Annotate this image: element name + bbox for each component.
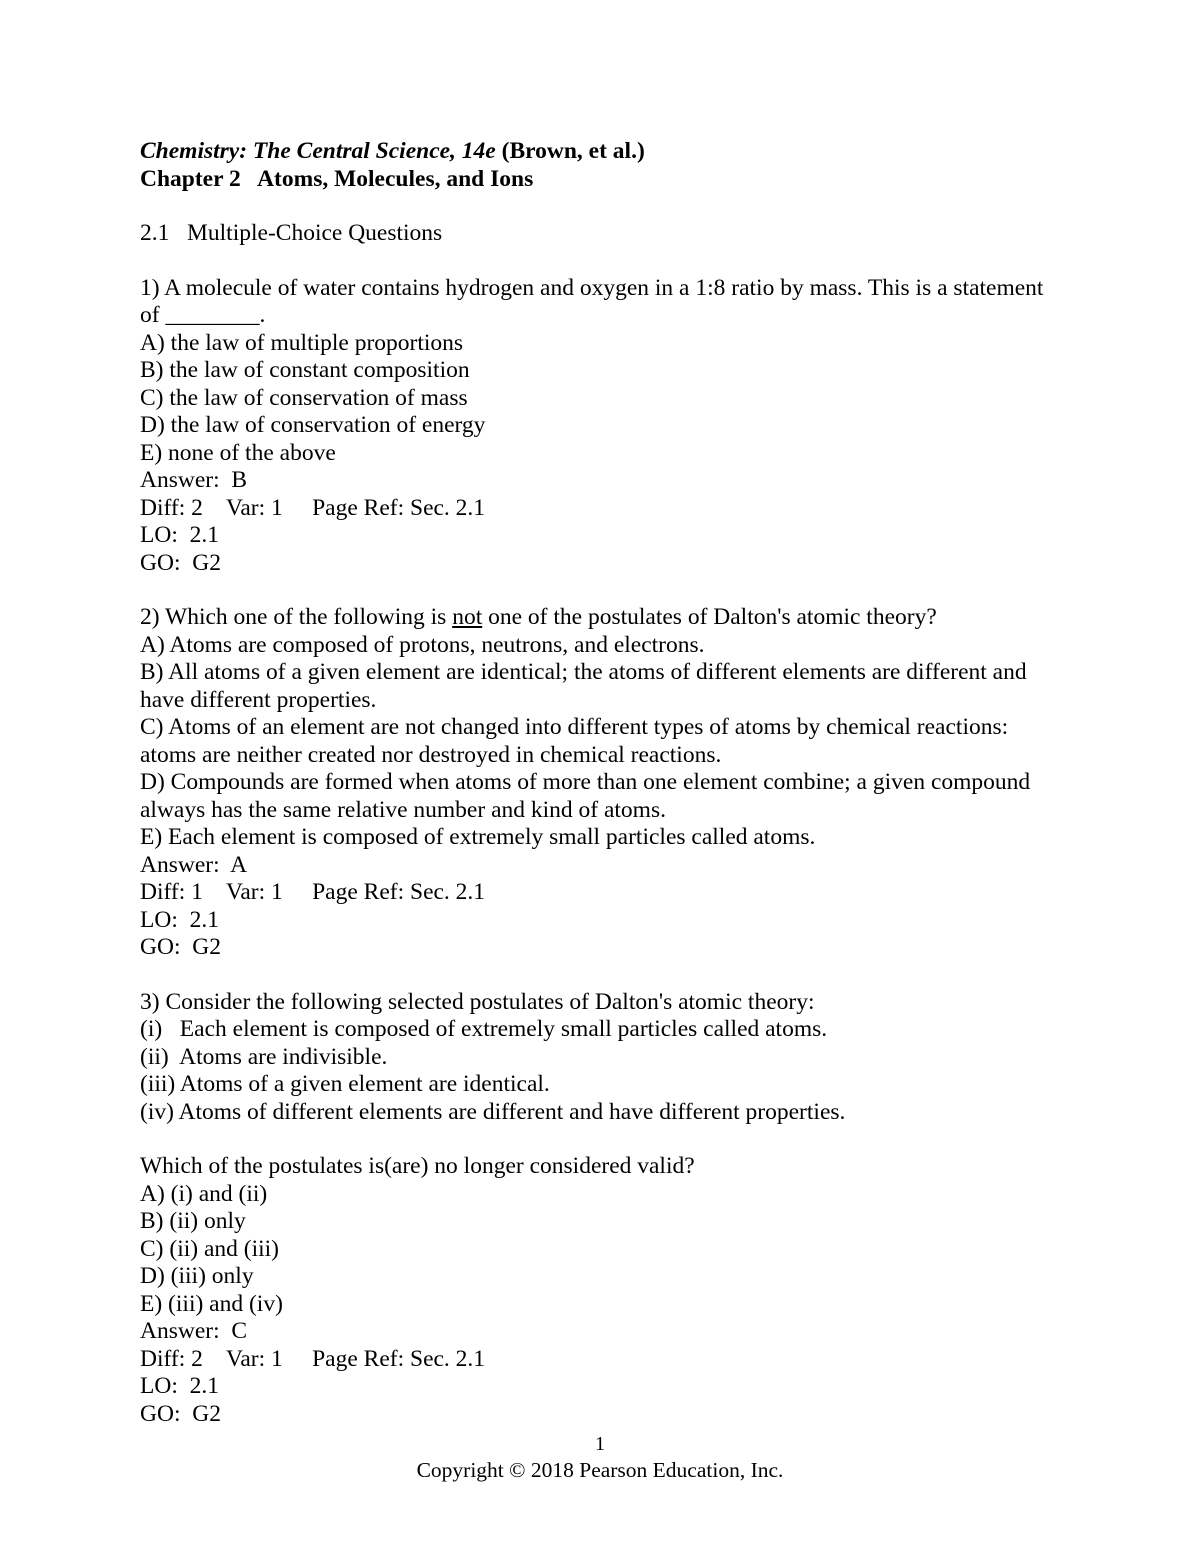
question-3-postulate-i: (i) Each element is composed of extremely small particles called atoms. <box>140 1016 828 1042</box>
question-2-stem-underlined: not <box>452 604 483 630</box>
question-2-meta: Diff: 1 Var: 1 Page Ref: Sec. 2.1 <box>140 879 486 905</box>
page-content <box>140 138 1060 1428</box>
question-3-go: GO: G2 <box>140 1400 221 1427</box>
copyright-notice: Copyright © 2018 Pearson Education, Inc. <box>416 1458 784 1482</box>
book-authors: (Brown, et al.) <box>501 138 645 164</box>
question-3-lo: LO: 2.1 <box>140 1373 219 1399</box>
question-3-answer: Answer: C <box>140 1318 248 1344</box>
chapter-heading: Chapter 2 Atoms, Molecules, and Ions <box>140 165 534 192</box>
question-1-meta: Diff: 2 Var: 1 Page Ref: Sec. 2.1 <box>140 494 486 521</box>
question-1 <box>140 275 1060 578</box>
question-1-answer: Answer: B <box>140 467 248 493</box>
question-3-stem: 3) Consider the following selected postulates of Dalton's atomic theory: <box>140 988 815 1015</box>
spacer-2 <box>140 248 1060 275</box>
question-2-go: GO: G2 <box>140 934 221 960</box>
question-2 <box>140 604 1060 962</box>
question-2-choice-d: D) Compounds are formed when atoms of more than one element combine; a given compound always has the same relative number and kind of atoms. <box>140 769 1031 823</box>
question-1-choice-d: D) the law of conservation of energy <box>140 412 486 438</box>
question-2-stem-post: one of the postulates of Dalton's atomic theory? <box>482 604 937 630</box>
question-3-choice-b: B) (ii) only <box>140 1208 246 1234</box>
question-2-choice-a: A) Atoms are composed of protons, neutrons, and electrons. <box>140 631 705 658</box>
book-title: Chemistry: The Central Science, 14e <box>140 138 496 164</box>
spacer-1 <box>140 193 1060 220</box>
question-2-choice-b: B) All atoms of a given element are identical; the atoms of different elements are different and have different properties. <box>140 659 1027 713</box>
question-3-choice-e: E) (iii) and (iv) <box>140 1290 283 1317</box>
spacer-5 <box>140 1126 1060 1153</box>
spacer-3 <box>140 577 1060 604</box>
question-3-postulate-ii: (ii) Atoms are indivisible. <box>140 1043 388 1070</box>
question-2-stem <box>140 604 1060 632</box>
question-3-sub-question: Which of the postulates is(are) no longer considered valid? <box>140 1153 695 1179</box>
question-2-stem-pre: 2) Which one of the following is <box>140 604 453 630</box>
question-1-stem-line-2: of ________. <box>140 302 266 328</box>
question-1-choice-a: A) the law of multiple proportions <box>140 329 464 356</box>
section-heading: 2.1 Multiple-Choice Questions <box>140 220 443 246</box>
question-1-go: GO: G2 <box>140 549 221 576</box>
page-number: 1 <box>595 1433 605 1455</box>
question-2-lo: LO: 2.1 <box>140 906 219 933</box>
question-3-meta: Diff: 2 Var: 1 Page Ref: Sec. 2.1 <box>140 1345 486 1372</box>
question-2-answer: Answer: A <box>140 851 248 878</box>
question-3-choice-d: D) (iii) only <box>140 1263 254 1289</box>
question-3 <box>140 989 1060 1429</box>
question-1-choice-e: E) none of the above <box>140 439 336 466</box>
page-footer <box>0 1432 1200 1482</box>
book-title-line <box>140 138 1060 166</box>
question-3-postulate-iv: (iv) Atoms of different elements are different and have different properties. <box>140 1098 846 1125</box>
question-1-lo: LO: 2.1 <box>140 522 219 548</box>
question-3-postulate-iii: (iii) Atoms of a given element are identical. <box>140 1071 550 1097</box>
question-2-choice-e: E) Each element is composed of extremely small particles called atoms. <box>140 824 816 850</box>
question-3-choice-c: C) (ii) and (iii) <box>140 1235 280 1262</box>
question-2-choice-c: C) Atoms of an element are not changed into different types of atoms by chemical reactions: atoms are neither created nor destroyed in chemical reactions. <box>140 714 1009 768</box>
question-3-choice-a: A) (i) and (ii) <box>140 1180 268 1207</box>
question-1-stem-line-1: 1) A molecule of water contains hydrogen and oxygen in a 1:8 ratio by mass. This is a statement <box>140 274 1044 301</box>
question-1-choice-b: B) the law of constant composition <box>140 357 470 383</box>
spacer-4 <box>140 962 1060 989</box>
question-1-choice-c: C) the law of conservation of mass <box>140 384 468 411</box>
